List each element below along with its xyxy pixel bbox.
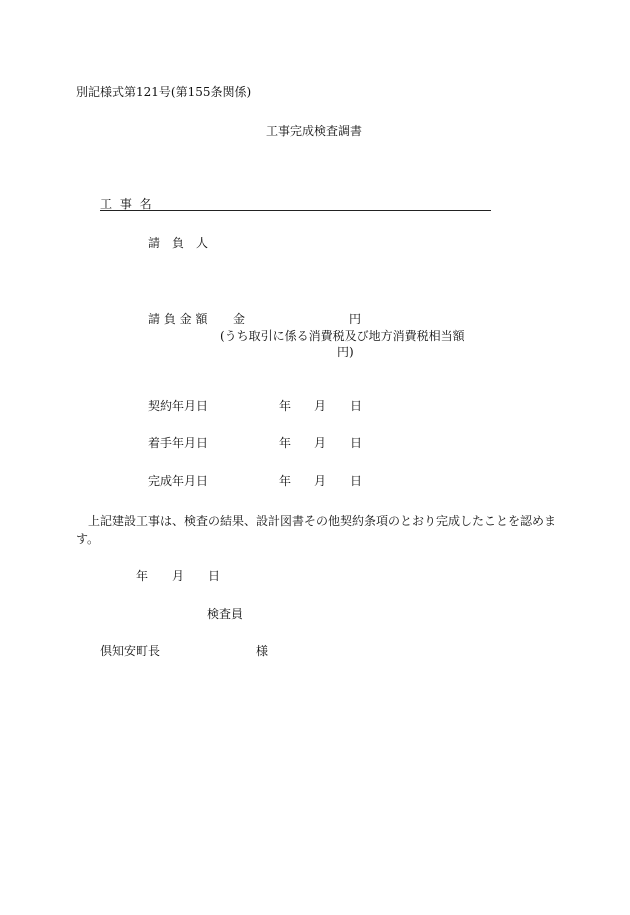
contract-date-month: 月 <box>314 399 327 413</box>
completion-date-month: 月 <box>314 474 327 488</box>
start-date-month: 月 <box>314 436 327 450</box>
inspector-label: 検査員 <box>207 607 244 621</box>
tax-note: (うち取引に係る消費税及び地方消費税相当額 <box>220 329 465 343</box>
contract-amount-unit: 円 <box>349 312 362 326</box>
contractor-label: 請 負 人 <box>148 236 209 250</box>
contract-date-day: 日 <box>350 399 363 413</box>
addressee-name: 倶知安町長 <box>100 644 161 658</box>
addressee-honorific: 様 <box>256 644 269 658</box>
contract-amount-label: 請 負 金 額 <box>148 312 208 326</box>
signing-date-year: 年 <box>136 569 149 583</box>
project-name-line <box>100 210 491 211</box>
signing-date-day: 日 <box>208 569 221 583</box>
contract-date-label: 契約年月日 <box>148 399 209 413</box>
project-name-label: 工 事 名 <box>100 197 154 211</box>
contract-amount-prefix: 金 <box>233 312 246 326</box>
completion-date-day: 日 <box>350 474 363 488</box>
completion-date-label: 完成年月日 <box>148 474 209 488</box>
tax-unit: 円) <box>337 345 354 359</box>
completion-date-year: 年 <box>279 474 292 488</box>
inspection-statement-line2: す。 <box>76 532 100 546</box>
form-number: 別記様式第121号(第155条関係) <box>76 85 252 99</box>
start-date-year: 年 <box>279 436 292 450</box>
inspection-statement-line1: 上記建設工事は、検査の結果、設計図書その他契約条項のとおり完成したことを認めま <box>88 514 557 528</box>
start-date-day: 日 <box>350 436 363 450</box>
signing-date-month: 月 <box>172 569 185 583</box>
document-title: 工事完成検査調書 <box>266 124 363 138</box>
start-date-label: 着手年月日 <box>148 436 209 450</box>
contract-date-year: 年 <box>279 399 292 413</box>
